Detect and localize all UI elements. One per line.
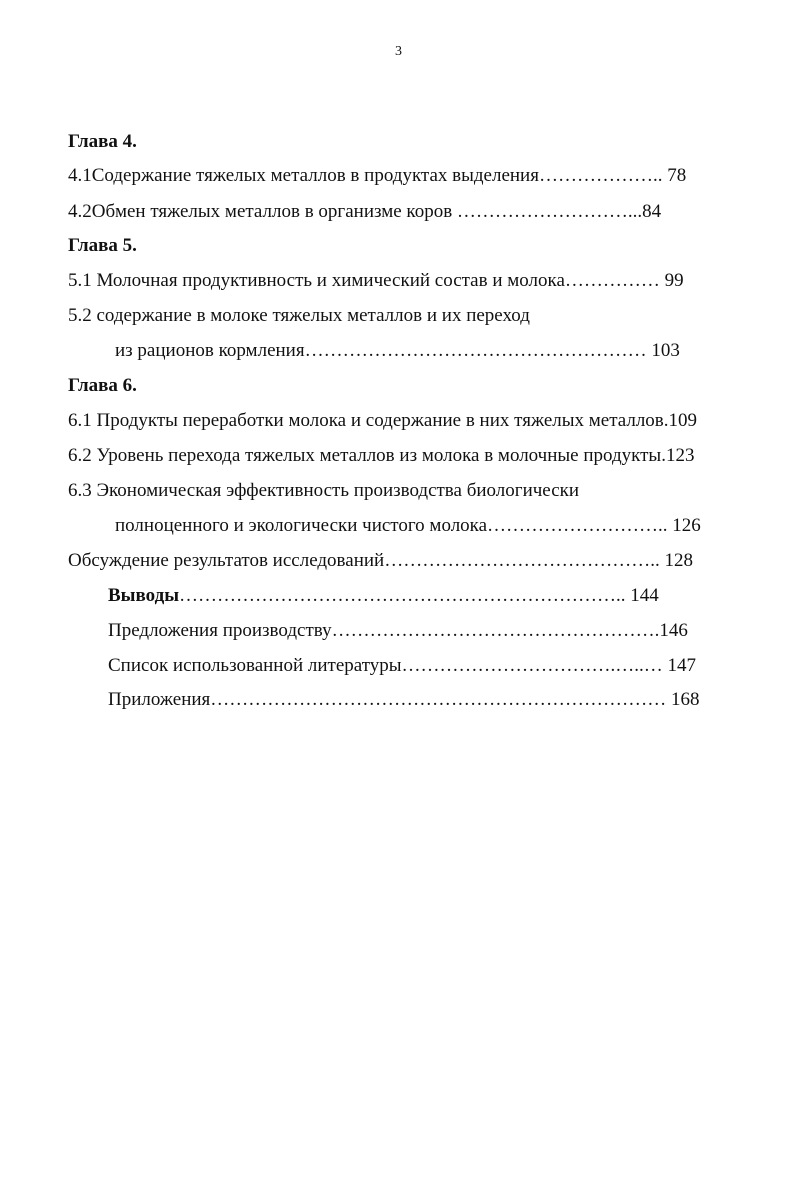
toc-entry-proposals: Предложения производству…………………………………………….146 xyxy=(108,620,688,641)
chapter-6-heading: Глава 6. xyxy=(68,375,137,396)
toc-entry-6-3-line1: 6.3 Экономическая эффективность производства биологически xyxy=(68,480,580,501)
toc-entry-discussion: Обсуждение результатов исследований…………………………………….. 128 xyxy=(68,550,693,571)
toc-entry-appendix: Приложения……………………………………………………………… 168 xyxy=(108,689,700,710)
toc-entry-5-1: 5.1 Молочная продуктивность и химический состав и молока…………… 99 xyxy=(68,270,684,291)
chapter-5-heading: Глава 5. xyxy=(68,235,137,256)
conclusions-label: Выводы xyxy=(108,585,180,606)
toc-entry-6-3-line2: полноценного и экологически чистого молока……………………….. 126 xyxy=(115,515,701,536)
toc-entry-4-2: 4.2Обмен тяжелых металлов в организме коров ………………………...84 xyxy=(68,201,662,222)
chapter-4-heading: Глава 4. xyxy=(68,131,137,152)
toc-entry-references: Список использованной литературы…………………………….…..… 147 xyxy=(108,655,697,676)
toc-entry-6-2: 6.2 Уровень перехода тяжелых металлов из молока в молочные продукты.123 xyxy=(68,445,695,466)
page-number: 3 xyxy=(395,44,402,59)
conclusions-dots-page: …………………………………………………………….. 144 xyxy=(179,585,659,606)
toc-entry-conclusions xyxy=(108,584,659,608)
toc-entry-4-1: 4.1Содержание тяжелых металлов в продуктах выделения……………….. 78 xyxy=(68,165,687,186)
toc-entry-5-2-line2: из рационов кормления……………………………………………… 103 xyxy=(115,340,680,361)
toc-entry-6-1: 6.1 Продукты переработки молока и содержание в них тяжелых металлов.109 xyxy=(68,410,698,431)
toc-entry-5-2-line1: 5.2 содержание в молоке тяжелых металлов и их переход xyxy=(68,305,530,326)
